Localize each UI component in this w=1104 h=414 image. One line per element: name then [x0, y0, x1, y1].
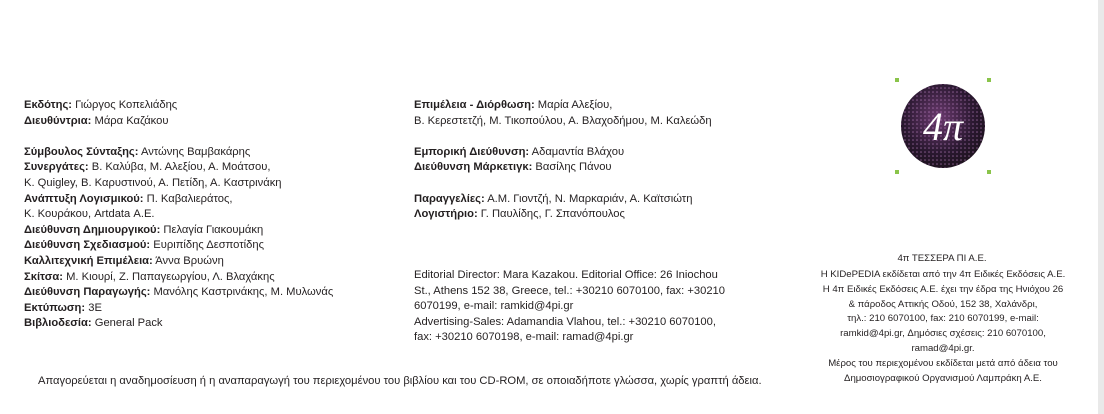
credit-label: Εκτύπωση:	[24, 301, 86, 314]
credit-value: Πελαγία Γιακουμάκη	[160, 223, 264, 236]
copyright-notice: Απαγορεύεται η αναδημοσίευση ή η αναπαραγωγή του περιεχομένου του βιβλίου και του CD-ROM, σε οποιαδήποτε γλώσσα, χωρίς γραπτή άδεια.	[38, 375, 762, 387]
credit-value: Μάρα Καζάκου	[91, 114, 169, 127]
credit-line	[24, 176, 404, 192]
credit-value: Μ. Κιουρί, Ζ. Παπαγεωργίου, Λ. Βλαχάκης	[63, 270, 275, 283]
company-name: 4π ΤΕΣΣΕΡΑ ΠΙ Α.Ε.	[897, 253, 987, 264]
credit-value: Αδαμαντία Βλάχου	[529, 145, 625, 158]
credit-label: Λογιστήριο:	[414, 208, 478, 221]
publisher-info-line: ramad@4pi.gr.	[911, 342, 975, 354]
credit-line	[414, 145, 764, 161]
credit-value: Άννα Βρυώνη	[152, 254, 224, 267]
publisher-info-line: Μέρος του περιεχομένου εκδίδεται μετά από άδεια του	[828, 357, 1058, 369]
publisher-info	[798, 268, 1088, 386]
credits-middle-column	[414, 98, 764, 223]
spacer	[414, 129, 764, 145]
logo-text: 4π	[922, 104, 964, 149]
credit-value: General Pack	[91, 317, 163, 330]
credit-label: Διεύθυνση Παραγωγής:	[24, 286, 151, 299]
credit-line	[414, 98, 764, 114]
credit-value: Μαρία Αλεξίου,	[534, 99, 613, 111]
credit-line	[24, 192, 404, 208]
credit-line	[24, 285, 404, 301]
english-info-line: Advertising-Sales: Adamandia Vlahou, tel.: +30210 6070100,	[414, 315, 716, 328]
credit-line	[24, 270, 404, 286]
english-info-line: St., Athens 152 38, Greece, tel.: +30210 6070100, fax: +30210	[414, 284, 725, 297]
credit-value: Π. Καβαλιεράτος,	[143, 192, 233, 205]
english-info-line: fax: +30210 6070198, e-mail: ramad@4pi.gr	[414, 331, 634, 344]
credit-label: Διεύθυνση Δημιουργικού:	[24, 223, 161, 236]
credit-line	[414, 114, 764, 130]
credit-line	[24, 98, 404, 114]
credit-value: Β. Κερεστετζή, Μ. Τικοπούλου, Α. Βλαχοδήμου, Μ. Καλεώδη	[414, 114, 712, 127]
credit-value: Αντώνης Βαμβακάρης	[138, 145, 251, 158]
credit-value: Γιώργος Κοπελιάδης	[72, 99, 178, 111]
credit-label: Εμπορική Διεύθυνση:	[414, 145, 530, 158]
publisher-info-line: Η KIDePEDIA εκδίδεται από την 4π Ειδικές Εκδόσεις Α.Ε.	[820, 269, 1066, 280]
credit-label: Καλλιτεχνική Επιμέλεια:	[24, 254, 153, 267]
spacer	[24, 129, 404, 145]
credit-line	[24, 254, 404, 270]
credit-label: Συνεργάτες:	[24, 161, 89, 174]
credit-label: Εκδότης:	[24, 99, 73, 111]
credit-label: Επιμέλεια - Διόρθωση:	[414, 99, 535, 111]
credit-label: Διεύθυνση Μάρκετιγκ:	[414, 161, 533, 174]
credit-label: Διεύθυνση Σχεδιασμού:	[24, 239, 151, 252]
credit-line	[414, 160, 764, 176]
credit-line	[24, 160, 404, 176]
credit-value: Ευριπίδης Δεσποτίδης	[150, 239, 264, 252]
credit-line	[24, 301, 404, 317]
publisher-info-line: & πάροδος Αττικής Οδού, 152 38, Χαλάνδρι,	[848, 298, 1038, 310]
scan-edge	[1098, 0, 1104, 414]
credit-label: Παραγγελίες:	[414, 192, 485, 205]
credit-label: Σύμβουλος Σύνταξης:	[24, 145, 139, 158]
credit-line	[24, 223, 404, 239]
credit-label: Βιβλιοδεσία:	[24, 317, 92, 330]
credit-value: Κ. Κουράκου, Artdata Α.Ε.	[24, 208, 155, 221]
credit-label: Ανάπτυξη Λογισμικού:	[24, 192, 144, 205]
credit-value: Μανόλης Καστρινάκης, Μ. Μυλωνάς	[150, 286, 334, 299]
credit-line	[414, 207, 764, 223]
credits-left-column	[24, 98, 404, 332]
credit-value: Βασίλης Πάνου	[532, 161, 612, 174]
credit-value: Κ. Quigley, Β. Καρυστινού, Α. Πετίδη, Α. Καστρινάκη	[24, 176, 282, 189]
english-info-line: 6070199, e-mail: ramkid@4pi.gr	[414, 300, 574, 313]
credit-line	[24, 207, 404, 223]
credit-value: Γ. Παυλίδης, Γ. Σπανόπουλος	[477, 208, 625, 221]
english-info-block	[414, 268, 744, 346]
publisher-info-line: Η 4π Ειδικές Εκδόσεις Α.Ε. έχει την έδρα της Ηνιόχου 26	[822, 283, 1064, 295]
publisher-info-line: Δημοσιογραφικού Οργανισμού Λαμπράκη Α.Ε.	[844, 372, 1042, 384]
publisher-info-line: ramkid@4pi.gr, Δημόσιες σχέσεις: 210 6070100,	[840, 328, 1046, 340]
credit-value: Β. Καλύβα, Μ. Αλεξίου, Α. Μοάτσου,	[88, 161, 271, 174]
credit-line	[24, 316, 404, 332]
credit-line	[24, 114, 404, 130]
credit-line	[414, 192, 764, 208]
english-info-line: Editorial Director: Mara Kazakou. Editorial Office: 26 Iniochou	[414, 269, 718, 281]
credit-label: Σκίτσα:	[24, 270, 63, 283]
credit-value: Α.Μ. Γιοντζή, Ν. Μαρκαριάν, Α. Καϊτσιώτη	[484, 192, 693, 205]
credit-line	[24, 238, 404, 254]
credit-label: Διευθύντρια:	[24, 114, 92, 127]
publisher-info-line: τηλ.: 210 6070100, fax: 210 6070199, e-mail:	[847, 313, 1039, 325]
spacer	[414, 176, 764, 192]
credit-line	[24, 145, 404, 161]
publisher-logo	[895, 78, 991, 174]
credit-value: 3E	[85, 301, 102, 314]
